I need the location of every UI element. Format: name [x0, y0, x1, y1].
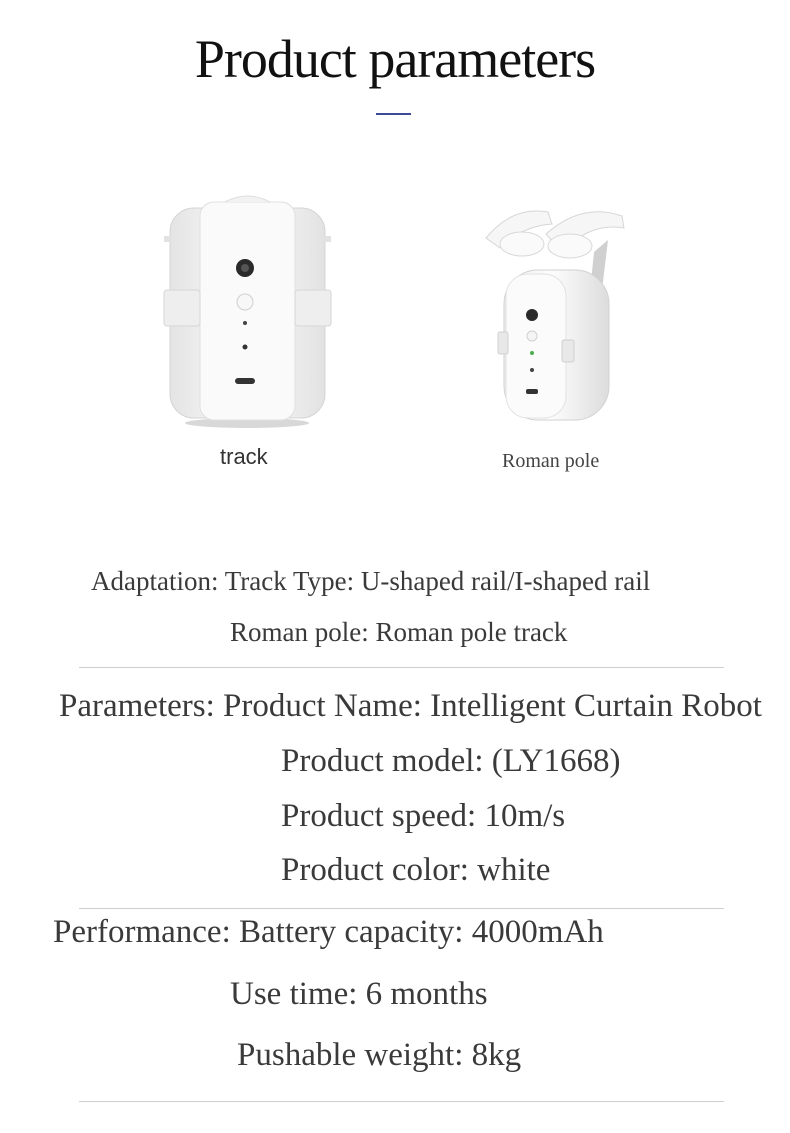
roman-pole-robot-image — [482, 200, 632, 430]
roman-pole-caption: Roman pole — [502, 450, 600, 472]
parameters-product-model: Product model: (LY1668) — [281, 743, 621, 779]
parameters-product-color: Product color: white — [281, 852, 551, 888]
page-title: Product parameters — [194, 29, 596, 89]
performance-use-time: Use time: 6 months — [230, 976, 488, 1012]
track-robot-image — [160, 190, 335, 435]
performance-pushable-weight: Pushable weight: 8kg — [237, 1037, 522, 1073]
track-caption: track — [220, 444, 268, 469]
performance-battery-capacity: Performance: Battery capacity: 4000mAh — [53, 914, 604, 950]
divider — [79, 1101, 724, 1102]
adaptation-track-type: Adaptation: Track Type: U-shaped rail/I-shaped rail — [91, 566, 651, 596]
parameters-product-name: Parameters: Product Name: Intelligent Curtain Robot — [59, 688, 762, 724]
title-underline — [376, 113, 411, 115]
divider — [79, 908, 724, 909]
adaptation-roman-pole: Roman pole: Roman pole track — [230, 617, 568, 647]
divider — [79, 667, 724, 668]
parameters-product-speed: Product speed: 10m/s — [281, 798, 566, 834]
